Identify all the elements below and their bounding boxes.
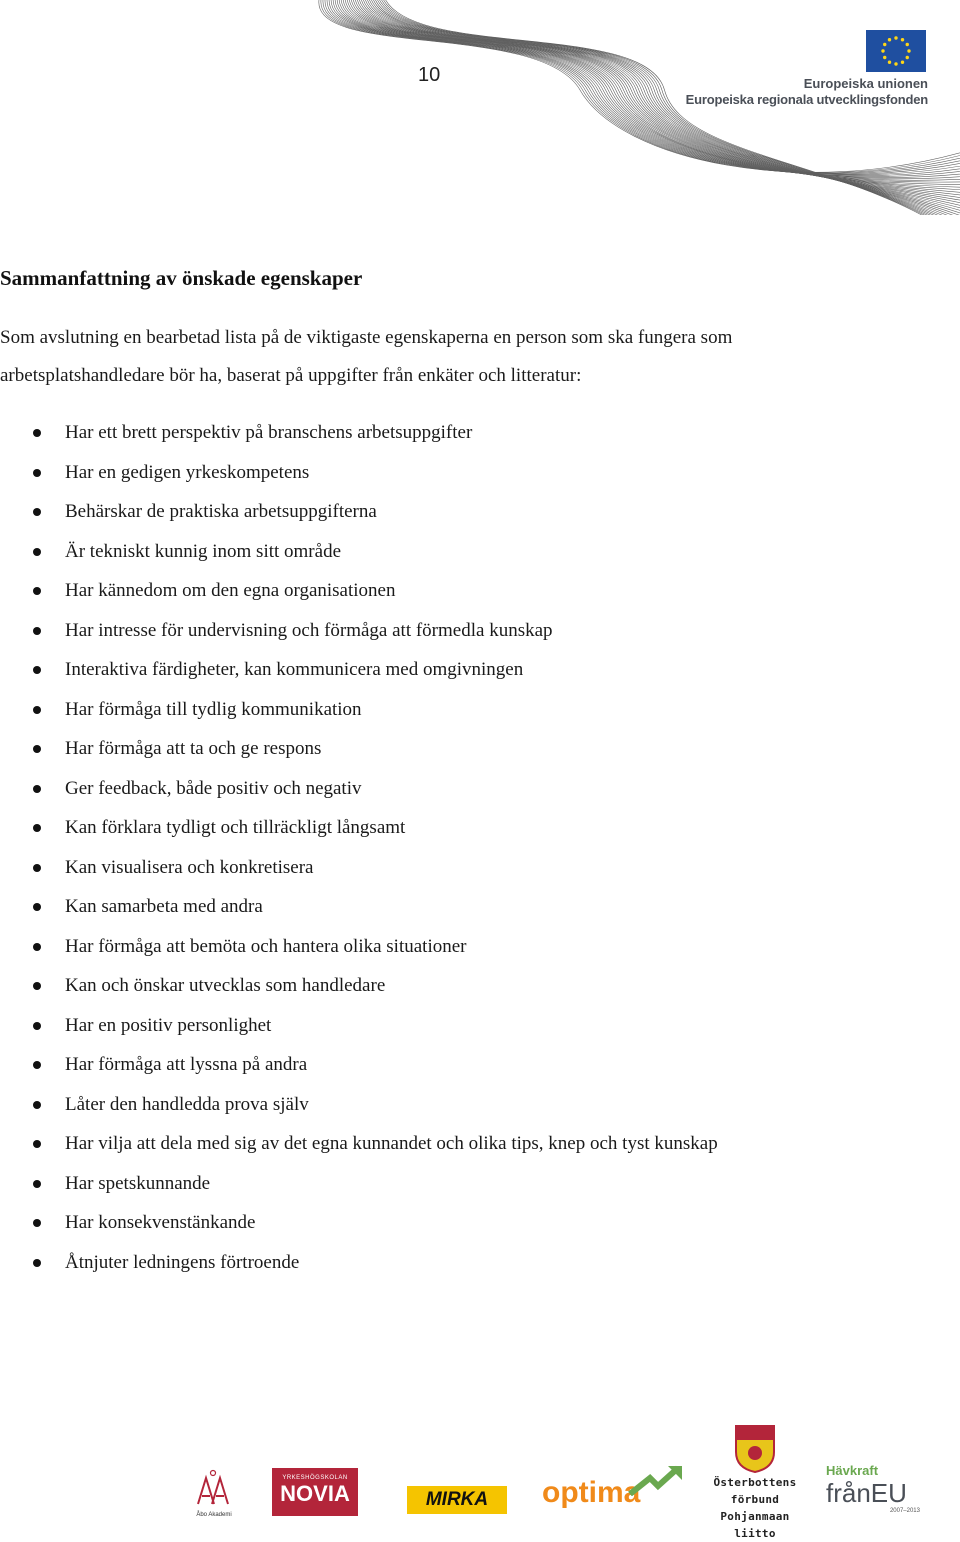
list-item [0, 1203, 718, 1243]
bullet-icon [33, 429, 41, 437]
mirka-logo: MIRKA [407, 1486, 507, 1514]
qualities-list [0, 413, 718, 1282]
bullet-icon [33, 548, 41, 556]
bullet-icon [33, 943, 41, 951]
bullet-icon [33, 1140, 41, 1148]
list-item [0, 532, 718, 572]
optima-logo: optima [542, 1476, 641, 1509]
bullet-icon [33, 864, 41, 872]
novia-small-text: YRKESHÖGSKOLAN [282, 1475, 348, 1481]
list-item [0, 1045, 718, 1085]
list-item [0, 1085, 718, 1125]
list-item-text: Är tekniskt kunnig inom sitt område [65, 540, 342, 562]
list-item [0, 966, 718, 1006]
list-item-text: Åtnjuter ledningens förtroende [65, 1251, 300, 1273]
havkraft-line-3: 2007–2013 [889, 1508, 920, 1514]
list-item [0, 492, 718, 532]
list-item-text: Låter den handledda prova själv [65, 1093, 309, 1115]
havkraft-line-1: Hävkraft [826, 1463, 879, 1478]
list-item [0, 769, 718, 809]
havkraft-line-2: frånEU [826, 1478, 907, 1508]
list-item [0, 1164, 718, 1204]
list-item-text: Har förmåga att lyssna på andra [65, 1054, 308, 1075]
eu-line-2: Europeiska regionala utvecklingsfonden [685, 92, 928, 107]
havkraft-fran-eu-logo [826, 1464, 936, 1520]
list-item [0, 690, 718, 730]
list-item [0, 848, 718, 888]
list-item-text: Kan visualisera och konkretisera [65, 856, 314, 878]
abo-akademi-text: Åbo Akademi [196, 1512, 232, 1518]
bullet-icon [33, 745, 41, 753]
novia-logo [272, 1468, 358, 1516]
bullet-icon [33, 469, 41, 477]
optima-arrow-icon [628, 1464, 683, 1496]
list-item [0, 413, 718, 453]
list-item-text: Har ett brett perspektiv på branschens arbetsuppgifter [65, 422, 473, 443]
eu-flag-icon [866, 30, 926, 72]
bullet-icon [33, 587, 41, 595]
list-item-text: Har en positiv personlighet [65, 1014, 272, 1036]
bullet-icon [33, 1180, 41, 1188]
bullet-icon [33, 982, 41, 990]
list-item [0, 453, 718, 493]
bullet-icon [33, 785, 41, 793]
list-item-text: Kan förklara tydligt och tillräckligt långsamt [65, 817, 406, 838]
list-item [0, 611, 718, 651]
list-item-text: Ger feedback, både positiv och negativ [65, 777, 362, 799]
eu-logo-text [686, 76, 928, 108]
page-number: 10 [418, 64, 441, 86]
bullet-icon [33, 1022, 41, 1030]
bullet-icon [33, 627, 41, 635]
list-item-text: Behärskar de praktiska arbetsuppgifterna [65, 501, 377, 522]
eu-line-1: Europeiska unionen [803, 76, 928, 91]
footer-logos [0, 1420, 960, 1540]
list-item-text: Har kännedom om den egna organisationen [65, 580, 396, 601]
list-item-text: Kan samarbeta med andra [65, 896, 263, 917]
list-item-text: Interaktiva färdigheter, kan kommunicera med omgivningen [65, 659, 524, 680]
intro-paragraph: Som avslutning en bearbetad lista på de viktigaste egenskaperna en person som ska fungera som arbetsplatshandledare bör ha, baserat på uppgifter från enkäter och litteratur: [0, 327, 733, 386]
bullet-icon [33, 1101, 41, 1109]
page-title: Sammanfattning av önskade egenskaper [0, 266, 363, 290]
novia-text: NOVIA [280, 1481, 350, 1506]
list-item-text: Har förmåga till tydlig kommunikation [65, 698, 362, 720]
list-item [0, 650, 718, 690]
ostrob-line-2: Pohjanmaan liitto [720, 1510, 790, 1540]
list-item [0, 927, 718, 967]
ostrob-line-1: Österbottens förbund [713, 1476, 797, 1506]
bullet-icon [33, 1219, 41, 1227]
bullet-icon [33, 706, 41, 714]
abo-akademi-logo [190, 1468, 238, 1520]
list-item-text: Har intresse för undervisning och förmåga att förmedla kunskap [65, 619, 553, 641]
list-item [0, 729, 718, 769]
list-item-text: Har en gedigen yrkeskompetens [65, 461, 310, 483]
bullet-icon [33, 903, 41, 911]
list-item-text: Har förmåga att bemöta och hantera olika situationer [65, 935, 467, 957]
list-item [0, 571, 718, 611]
bullet-icon [33, 666, 41, 674]
osterbottens-forbund-logo [700, 1424, 810, 1540]
bullet-icon [33, 1259, 41, 1267]
crest-icon [734, 1424, 776, 1474]
list-item-text: Har konsekvenstänkande [65, 1212, 256, 1233]
bullet-icon [33, 1061, 41, 1069]
list-item [0, 1243, 718, 1283]
list-item-text: Har förmåga att ta och ge respons [65, 738, 322, 759]
list-item-text: Kan och önskar utvecklas som handledare [65, 975, 386, 996]
list-item-text: Har vilja att dela med sig av det egna kunnandet och olika tips, knep och tyst kunskap [65, 1133, 718, 1154]
list-item [0, 887, 718, 927]
list-item [0, 1124, 718, 1164]
list-item [0, 1006, 718, 1046]
list-item [0, 808, 718, 848]
bullet-icon [33, 824, 41, 832]
bullet-icon [33, 508, 41, 516]
list-item-text: Har spetskunnande [65, 1172, 211, 1194]
